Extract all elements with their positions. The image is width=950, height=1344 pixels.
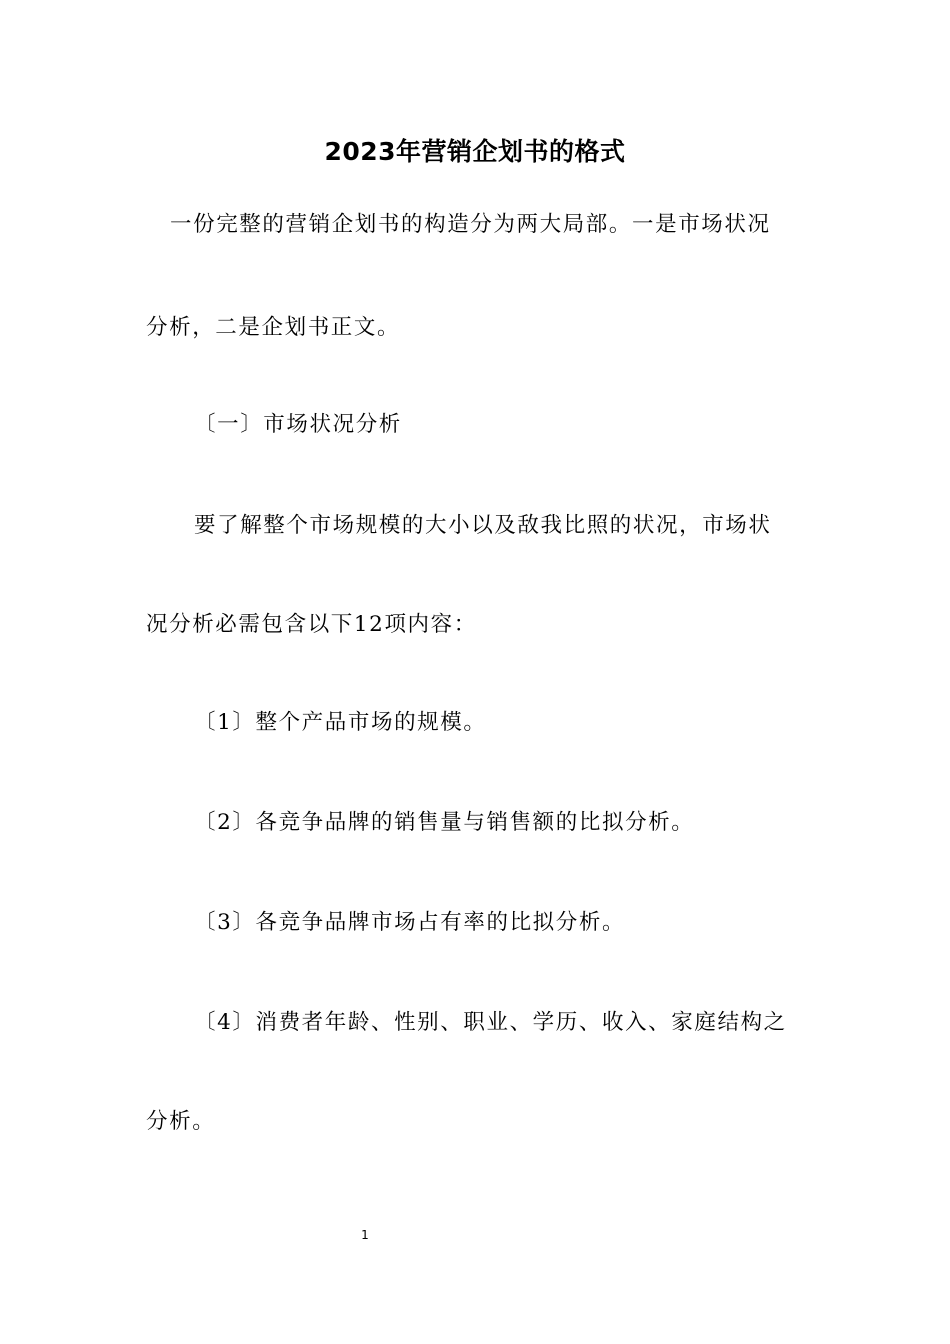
paragraph-line: 要了解整个市场规模的大小以及敌我比照的状况，市场状 [194,513,772,538]
paragraph-line: 况分析必需包含以下12项内容： [146,612,477,637]
list-item: 〔4〕消费者年龄、性别、职业、学历、收入、家庭结构之 [194,1010,787,1035]
document-title: 2023年营销企划书的格式 [324,137,626,166]
page-number: 1 [361,1228,369,1242]
section-heading: 〔一〕市场状况分析 [194,412,402,437]
paragraph-line: 一份完整的营销企划书的构造分为两大局部。一是市场状况 [170,212,771,237]
paragraph-line: 分析。 [146,1109,216,1134]
paragraph-line: 分析，二是企划书正文。 [146,315,401,340]
list-item: 〔1〕整个产品市场的规模。 [194,710,487,735]
list-item: 〔2〕各竞争品牌的销售量与销售额的比拟分析。 [194,810,695,835]
list-item: 〔3〕各竞争品牌市场占有率的比拟分析。 [194,910,626,935]
